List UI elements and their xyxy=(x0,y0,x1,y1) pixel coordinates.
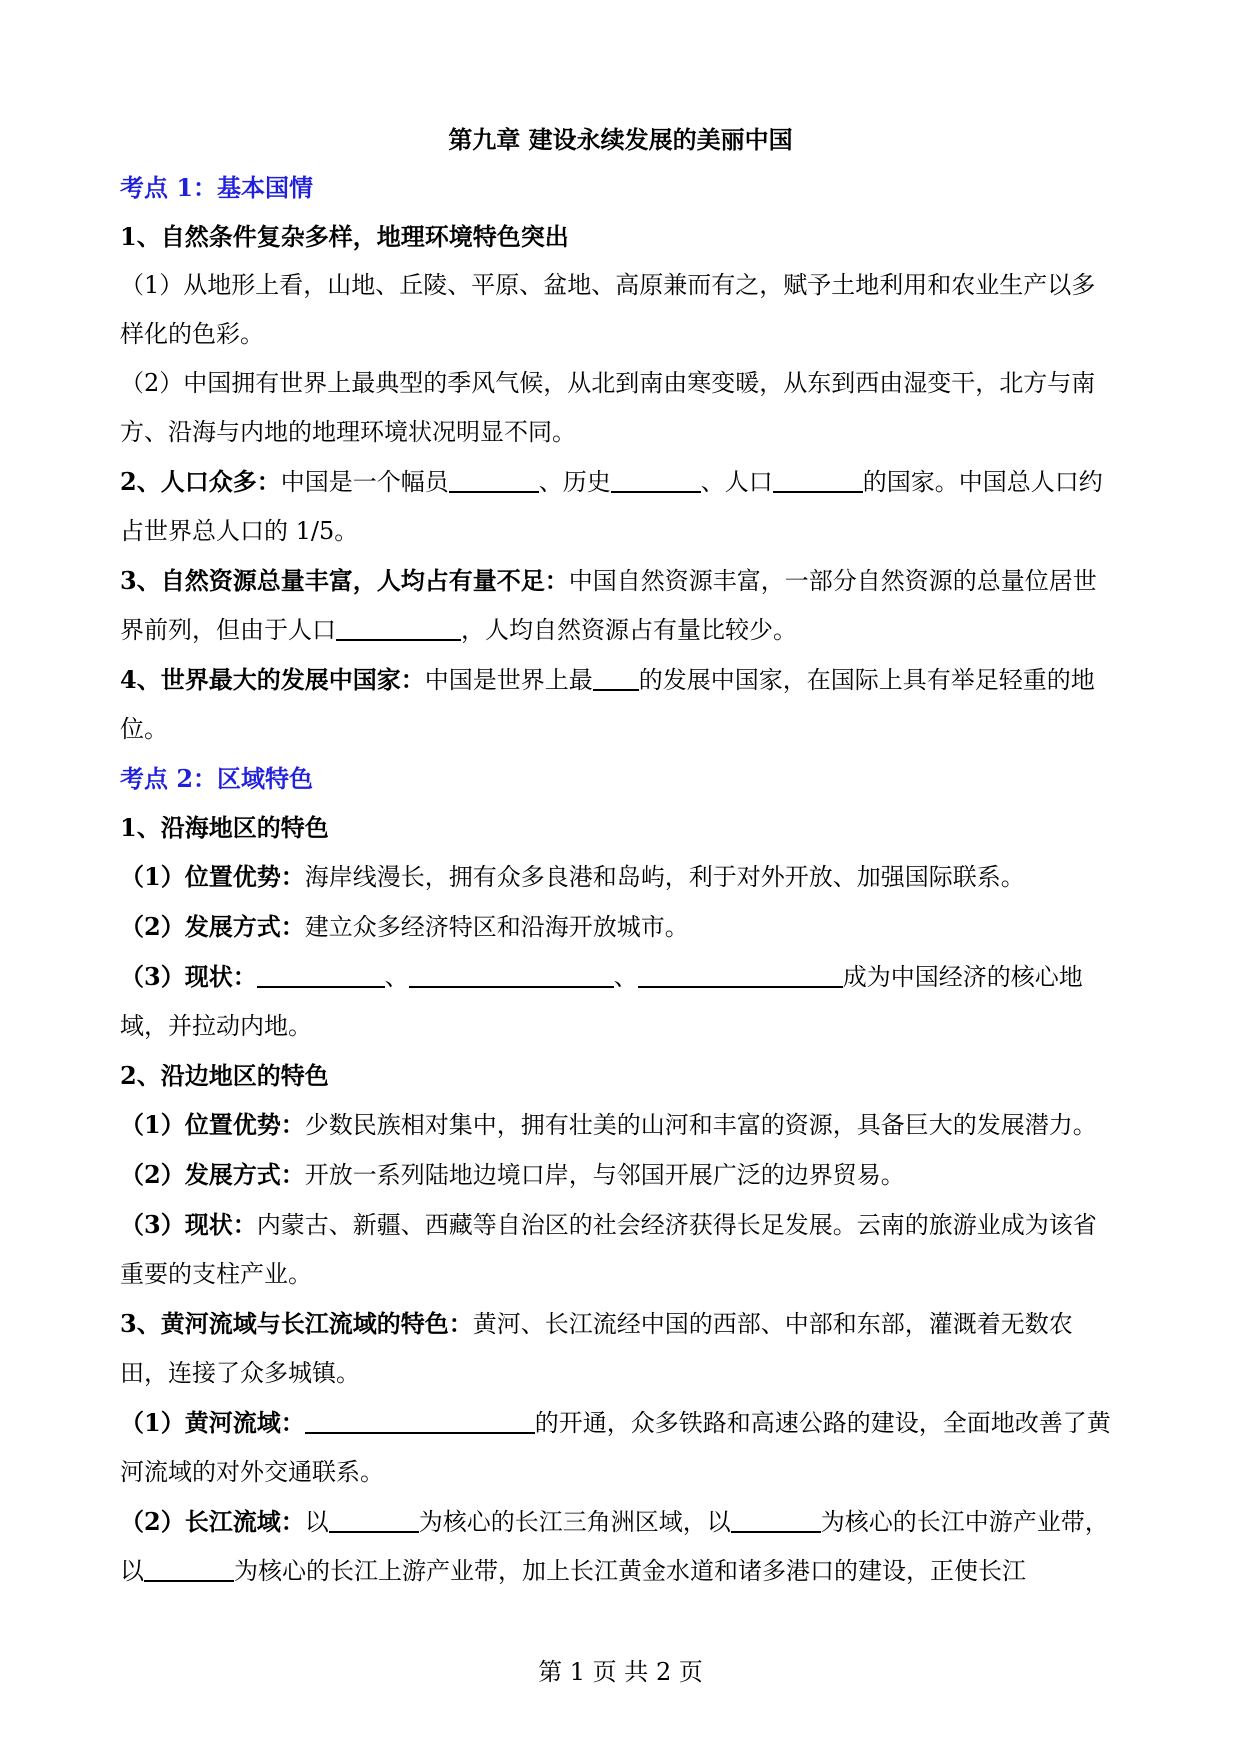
text-span: 建立众多经济特区和沿海开放城市。 xyxy=(304,913,689,941)
region-3 xyxy=(120,1299,1115,1398)
text-span: 为核心的长江上游产业带，加上长江黄金水道和诸多港口的建设，正使长江 xyxy=(234,1557,1026,1585)
sub-heading: （2）发展方式： xyxy=(120,912,305,941)
sub-heading: （1）黄河流域： xyxy=(120,1408,305,1437)
point-2 xyxy=(120,457,1115,556)
text-span: 的发展中国家，在国际上具有举足轻重的地位。 xyxy=(120,666,1095,743)
text-span: 黄河、长江流经中国的西部、中部和东部，灌溉着无数农田，连接了众多城镇。 xyxy=(120,1310,1073,1387)
fill-blank xyxy=(593,665,639,691)
text-span: 为核心的长江中游产业带，以 xyxy=(120,1508,1109,1585)
text-span: 为核心的长江三角洲区域，以 xyxy=(418,1508,731,1536)
text-span: 的开通，众多铁路和高速公路的建设，全面地改善了黄河流域的对外交通联系。 xyxy=(120,1409,1111,1486)
text-span: 、 xyxy=(613,963,638,991)
region-2-title: 2、沿边地区的特色 xyxy=(120,1061,329,1090)
sub-heading: 3、黄河流域与长江流域的特色： xyxy=(120,1309,473,1338)
point-1-title: 1、自然条件复杂多样，地理环境特色突出 xyxy=(120,222,569,251)
sub-heading: （1）位置优势： xyxy=(120,862,305,891)
region-1-1 xyxy=(120,852,1115,902)
point-4-heading: 4、世界最大的发展中国家： xyxy=(120,665,425,694)
text-span: 、历史 xyxy=(538,468,611,496)
region-1-3 xyxy=(120,952,1115,1051)
text-span: 开放一系列陆地边境口岸，与邻国开展广泛的边界贸易。 xyxy=(304,1161,905,1189)
sub-heading: （3）现状： xyxy=(120,1210,257,1239)
region-1-title: 1、沿海地区的特色 xyxy=(120,813,329,842)
fill-blank xyxy=(336,615,461,641)
fill-blank xyxy=(305,1408,535,1434)
text-span: 中国自然资源丰富，一部分自然资源的总量位居世界前列，但由于人口 xyxy=(120,567,1097,644)
region-3-1 xyxy=(120,1398,1115,1497)
sub-heading: （2）发展方式： xyxy=(120,1160,305,1189)
text-span: 、人口 xyxy=(700,468,773,496)
section-heading-2: 考点 2：区域特色 xyxy=(120,764,314,793)
region-2-1 xyxy=(120,1100,1115,1150)
document-body xyxy=(120,163,1115,1596)
text-span: 少数民族相对集中，拥有壮美的山河和丰富的资源，具备巨大的发展潜力。 xyxy=(304,1111,1097,1139)
sub-heading: （1）位置优势： xyxy=(120,1110,305,1139)
fill-blank xyxy=(773,467,863,493)
fill-blank xyxy=(611,467,701,493)
text-span: 内蒙古、新疆、西藏等自治区的社会经济获得长足发展。云南的旅游业成为该省重要的支柱产业。 xyxy=(120,1211,1097,1288)
region-2-3 xyxy=(120,1200,1115,1299)
chapter-title: 第九章 建设永续发展的美丽中国 xyxy=(448,125,793,154)
fill-blank xyxy=(731,1507,821,1533)
region-2-2 xyxy=(120,1150,1115,1200)
section-heading-1: 考点 1：基本国情 xyxy=(120,173,314,202)
fill-blank xyxy=(257,962,385,988)
point-3-heading: 3、自然资源总量丰富，人均占有量不足： xyxy=(120,566,569,595)
point-2-heading: 2、人口众多： xyxy=(120,467,281,496)
text-span: 中国是世界上最 xyxy=(424,666,593,694)
region-3-2 xyxy=(120,1497,1115,1596)
text-span: 的国家。中国总人口约占世界总人口的 1/5。 xyxy=(120,468,1103,545)
sub-heading: （2）长江流域： xyxy=(120,1507,305,1536)
fill-blank xyxy=(638,962,843,988)
text-span: 中国是一个幅员 xyxy=(280,468,449,496)
point-3 xyxy=(120,556,1115,655)
page-footer: 第 1 页 共 2 页 xyxy=(538,1658,703,1686)
text-span: 海岸线漫长，拥有众多良港和岛屿，利于对外开放、加强国际联系。 xyxy=(304,863,1025,891)
fill-blank xyxy=(329,1507,419,1533)
point-1-1: （1）从地形上看，山地、丘陵、平原、盆地、高原兼而有之，赋予土地利用和农业生产以多样化的色彩。 xyxy=(120,271,1096,348)
text-span: ，人均自然资源占有量比较少。 xyxy=(461,616,797,644)
fill-blank xyxy=(449,467,539,493)
fill-blank xyxy=(409,962,614,988)
text-span: 成为中国经济的核心地域，并拉动内地。 xyxy=(120,963,1083,1040)
region-1-2 xyxy=(120,902,1115,952)
fill-blank xyxy=(144,1556,234,1582)
text-span: 以 xyxy=(304,1508,329,1536)
point-1-2: （2）中国拥有世界上最典型的季风气候，从北到南由寒变暖，从东到西由湿变干，北方与南方、沿海与内地的地理环境状况明显不同。 xyxy=(120,369,1096,446)
sub-heading: （3）现状： xyxy=(120,962,257,991)
point-4 xyxy=(120,655,1115,754)
text-span: 、 xyxy=(384,963,409,991)
